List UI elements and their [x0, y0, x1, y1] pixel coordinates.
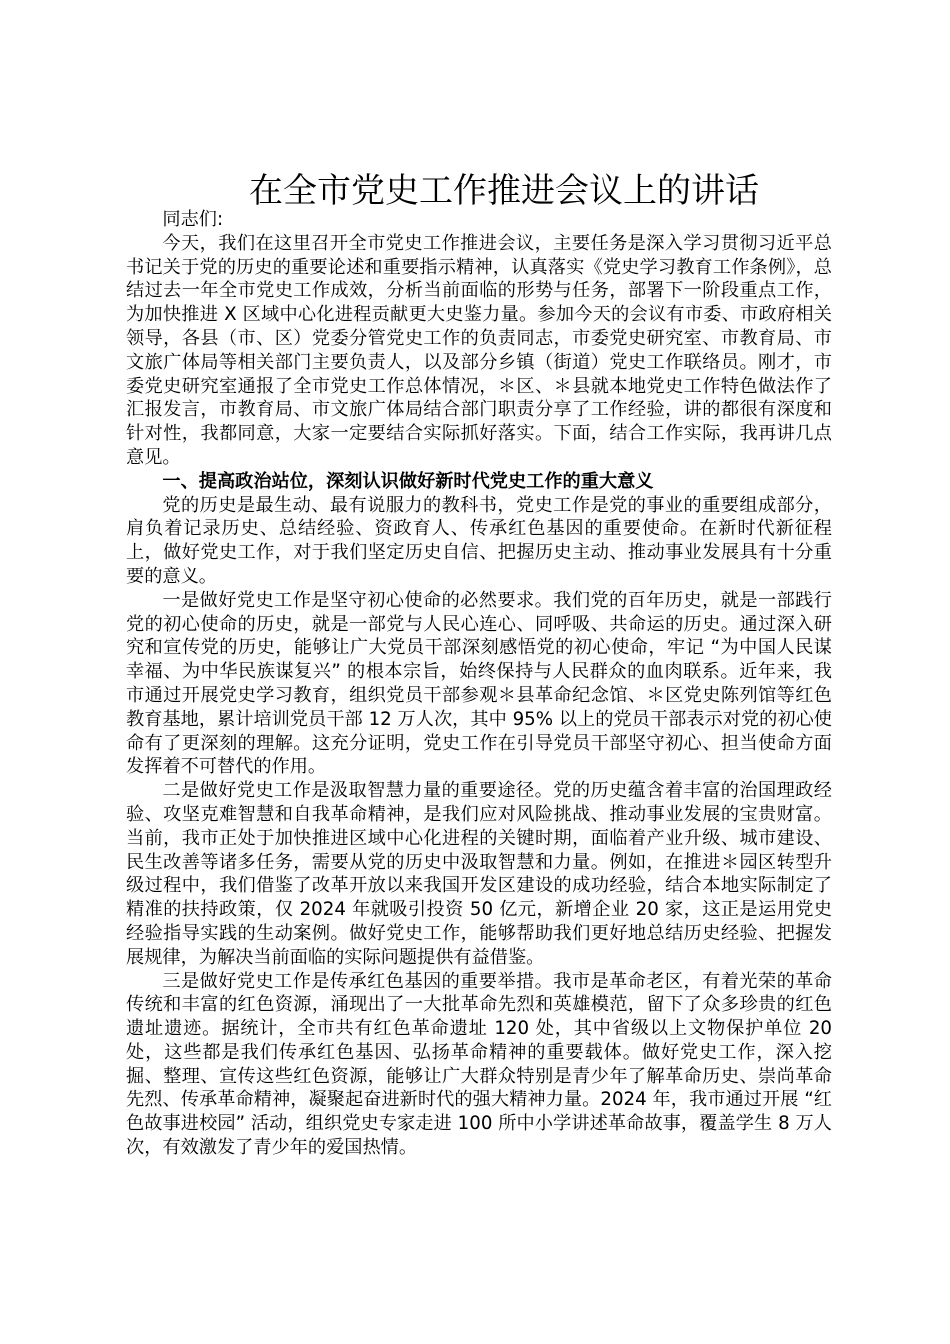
document-title: 在全市党史工作推进会议上的讲话	[249, 171, 759, 211]
document-page	[126, 168, 832, 1160]
salutation: 同志们:	[162, 209, 224, 230]
section-paragraph-4: 三是做好党史工作是传承红色基因的重要举措。我市是革命老区，有着光荣的革命传统和丰富的红色资源，涌现出了一大批革命先烈和英雄模范，留下了众多珍贵的红色遗址遗迹。据统计，全市共有红色革命遗址 120 处，其中省级以上文物保护单位 20 处，这些都是我们传承红色基因、弘扬革命精神的重要载体。做好党史工作，深入挖掘、整理、宣传这些红色资源，能够让广大群众特别是青少年了解革命历史、崇尚革命先烈、传承革命精神，凝聚起奋进新时代的强大精神力量。2024 年，我市通过开展 “红色故事进校园” 活动，组织党史专家走进 100 所中小学讲述革命故事，覆盖学生 8 万人次，有效激发了青少年的爱国热情。	[126, 970, 832, 1159]
intro-paragraph: 今天，我们在这里召开全市党史工作推进会议，主要任务是深入学习贯彻习近平总书记关于党的历史的重要论述和重要指示精神，认真落实《党史学习教育工作条例》，总结过去一年全市党史工作成效，分析当前面临的形势与任务，部署下一阶段重点工作，为加快推进 X 区域中心化进程贡献更大史鉴力量。参加今天的会议有市委、市政府相关领导，各县（市、区）党委分管党史工作的负责同志，市委党史研究室、市教育局、市文旅广体局等相关部门主要负责人，以及部分乡镇（街道）党史工作联络员。刚才，市委党史研究室通报了全市党史工作总体情况，＊区、＊县就本地党史工作特色做法作了汇报发言，市教育局、市文旅广体局结合部门职责分享了工作经验，讲的都很有深度和针对性，我都同意，大家一定要结合实际抓好落实。下面，结合工作实际，我再讲几点意见。	[126, 232, 832, 468]
section-paragraph-2: 一是做好党史工作是坚守初心使命的必然要求。我们党的百年历史，就是一部践行党的初心使命的历史，就是一部党与人民心连心、同呼吸、共命运的历史。通过深入研究和宣传党的历史，能够让广大党员干部深刻感悟党的初心使命，牢记 “为中国人民谋幸福、为中华民族谋复兴” 的根本宗旨，始终保持与人民群众的血肉联系。近年来，我市通过开展党史学习教育，组织党员干部参观＊县革命纪念馆、＊区党史陈列馆等红色教育基地，累计培训党员干部 12 万人次，其中 95% 以上的党员干部表示对党的初心使命有了更深刻的理解。这充分证明，党史工作在引导党员干部坚守初心、担当使命方面发挥着不可替代的作用。	[126, 589, 832, 778]
section-paragraph-1: 党的历史是最生动、最有说服力的教科书，党史工作是党的事业的重要组成部分，肩负着记录历史、总结经验、资政育人、传承红色基因的重要使命。在新时代新征程上，做好党史工作，对于我们坚定历史自信、把握历史主动、推动事业发展具有十分重要的意义。	[126, 494, 832, 587]
section-heading: 一、提高政治站位，深刻认识做好新时代党史工作的重大意义	[162, 470, 654, 492]
document-body	[126, 208, 832, 1160]
section-paragraph-3: 二是做好党史工作是汲取智慧力量的重要途径。党的历史蕴含着丰富的治国理政经验、攻坚克难智慧和自我革命精神，是我们应对风险挑战、推动事业发展的宝贵财富。当前，我市正处于加快推进区域中心化进程的关键时期，面临着产业升级、城市建设、民生改善等诸多任务，需要从党的历史中汲取智慧和力量。例如，在推进＊园区转型升级过程中，我们借鉴了改革开放以来我国开发区建设的成功经验，结合本地实际制定了精准的扶持政策，仅 2024 年就吸引投资 50 亿元，新增企业 20 家，这正是运用党史经验指导实践的生动案例。做好党史工作，能够帮助我们更好地总结历史经验、把握发展规律，为解决当前面临的实际问题提供有益借鉴。	[126, 780, 832, 968]
